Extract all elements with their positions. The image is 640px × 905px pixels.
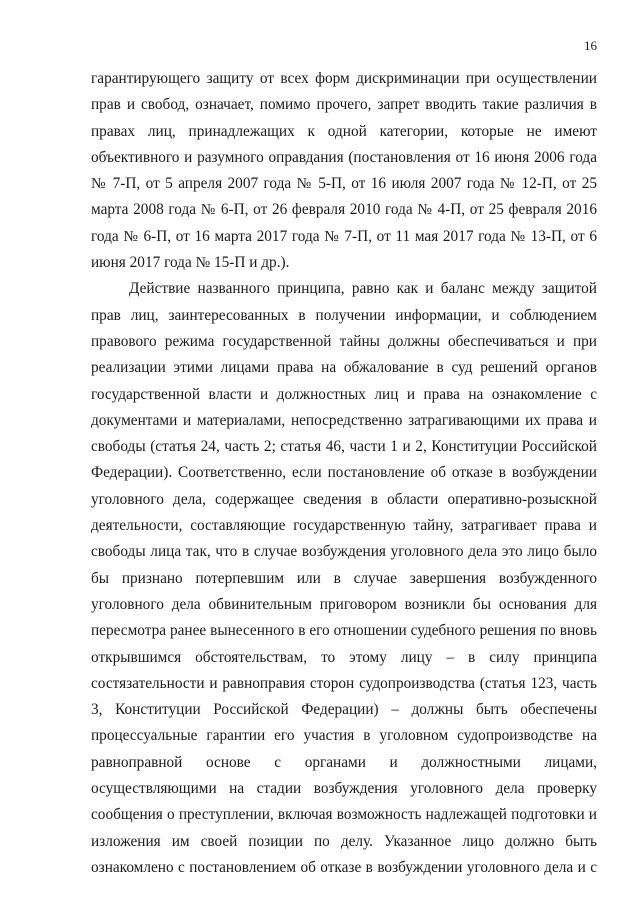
paragraph <box>91 66 597 276</box>
text-line: правового режима государственной тайны должны обеспечиваться и при <box>91 332 597 350</box>
text-line: прав и свобод, означает, помимо прочего, запрет вводить такие различия в <box>91 96 597 114</box>
text-line: осуществляющими на стадии возбуждения уголовного дела проверку <box>91 780 597 798</box>
page-number: 16 <box>584 38 597 53</box>
text-line: бы признано потерпевшим или в случае завершения возбужденного <box>91 569 597 587</box>
text-line: уголовного дела обвинительным приговором возникли бы основания для <box>91 595 597 613</box>
text-line: № 7-П, от 5 апреля 2007 года № 5-П, от 16 июля 2007 года № 12-П, от 25 <box>91 175 597 193</box>
text-line: процессуальные гарантии его участия в уголовном судопроизводстве на <box>91 727 597 745</box>
text-line: Федерации). Соответственно, если постановление об отказе в возбуждении <box>91 464 597 482</box>
text-line: открывшимся обстоятельствам, то этому лицу – в силу принципа <box>91 648 597 666</box>
text-line: прав лиц, заинтересованных в получении информации, и соблюдением <box>91 306 597 324</box>
text-line: состязательности и равноправия сторон судопроизводства (статья 123, часть <box>91 674 597 692</box>
text-line: документами и материалами, непосредственно затрагивающими их права и <box>91 411 597 429</box>
text-line: ознакомлено с постановлением об отказе в возбуждении уголовного дела и с <box>91 858 597 876</box>
paragraph <box>91 276 597 881</box>
text-line: гарантирующего защиту от всех форм дискриминации при осуществлении <box>91 70 597 87</box>
text-line: свободы лица так, что в случае возбуждения уголовного дела это лицо было <box>91 543 597 561</box>
text-line: Действие названного принципа, равно как и баланс между защитой <box>129 280 597 298</box>
text-line: правах лиц, принадлежащих к одной категории, которые не имеют <box>91 122 597 140</box>
text-line: деятельности, составляющие государственную тайну, затрагивает права и <box>91 517 597 535</box>
text-line: пересмотра ранее вынесенного в его отношении судебного решения по вновь <box>91 622 597 640</box>
text-line: свободы (статья 24, часть 2; статья 46, части 1 и 2, Конституции Российской <box>91 438 597 456</box>
text-line: равноправной основе с органами и должностными лицами, <box>91 753 597 771</box>
text-line: сообщения о преступлении, включая возможность надлежащей подготовки и <box>91 806 597 824</box>
text-line: уголовного дела, содержащее сведения в области оперативно-розыскной <box>91 490 597 508</box>
text-line: года № 6-П, от 16 марта 2017 года № 7-П, от 11 мая 2017 года № 13-П, от 6 <box>91 227 597 245</box>
text-line: объективного и разумного оправдания (постановления от 16 июня 2006 года <box>91 148 597 166</box>
text-line: государственной власти и должностных лиц и права на ознакомление с <box>91 385 597 403</box>
text-line: марта 2008 года № 6-П, от 26 февраля 2010 года № 4-П, от 25 февраля 2016 <box>91 201 597 219</box>
text-line: июня 2017 года № 15-П и др.). <box>91 254 290 272</box>
text-line: 3, Конституции Российской Федерации) – должны быть обеспечены <box>91 701 597 719</box>
document-body <box>91 66 597 881</box>
text-line: реализации этими лицами права на обжалование в суд решений органов <box>91 359 597 377</box>
text-line: изложения им своей позиции по делу. Указанное лицо должно быть <box>91 832 597 850</box>
